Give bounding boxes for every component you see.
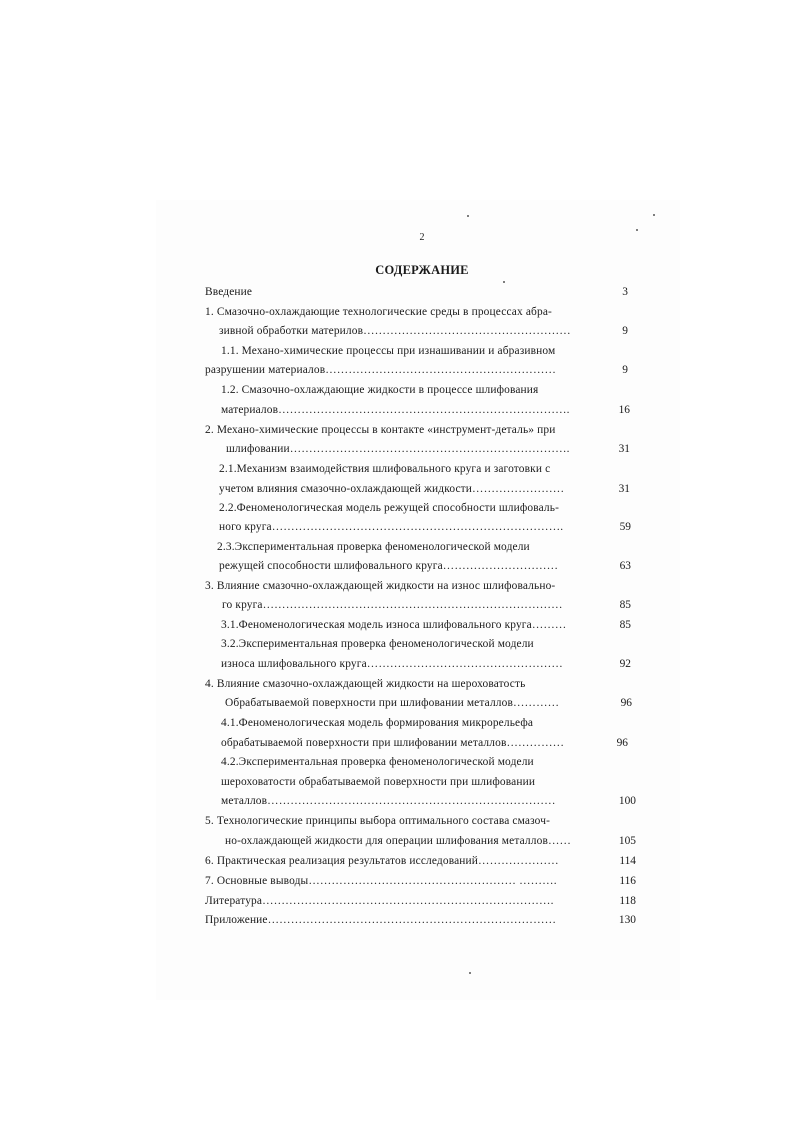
toc-entry-3-2-line1: 3.2.Экспериментальная проверка феноменологической модели [221, 638, 534, 650]
toc-entry-2-1-line1: 2.1.Механизм взаимодействия шлифовального круга и заготовки с [219, 463, 551, 475]
toc-entry-4-2-line1: 4.2.Экспериментальная проверка феноменологической модели [221, 756, 534, 768]
toc-entry-4-1-line2: обрабатываемой поверхности при шлифовании металлов…………… [221, 737, 565, 749]
toc-page-number: 31 [618, 483, 630, 495]
toc-entry-4-1-line1: 4.1.Феноменологическая модель формирования микрорельефа [221, 717, 534, 729]
toc-page-number: 9 [622, 325, 628, 337]
toc-page-number: 96 [620, 697, 632, 709]
toc-entry-1-2-line2: материалов…………………………………………………………………. [221, 404, 570, 416]
toc-entry-2-2-line1: 2.2.Феноменологическая модель режущей способности шлифоваль- [219, 502, 560, 514]
toc-entry-1-1-line2: разрушении материалов…………………………………………………… [205, 364, 557, 376]
toc-entry-3-1: 3.1.Феноменологическая модель износа шлифовального круга……… [221, 619, 567, 631]
toc-entry-2-2-line2: ного круга…………………………………………………………………. [219, 521, 564, 533]
toc-entry-1-2-line1: 1.2. Смазочно-охлаждающие жидкости в процессе шлифования [221, 384, 539, 396]
scan-speck [469, 972, 471, 974]
toc-entry-2-line2: шлифовании………………………………………………………………. [226, 443, 570, 455]
toc-entry-1-line2: зивной обработки материлов……………………………………………… [219, 325, 571, 337]
toc-entry-4-2-line2: шероховатости обрабатываемой поверхности при шлифовании [221, 776, 536, 788]
toc-entry-2-3-line1: 2.3.Экспериментальная проверка феноменологической модели [217, 541, 530, 553]
scan-speck [503, 281, 505, 283]
toc-entry-6: 6. Практическая реализация результатов исследований………………… [205, 855, 559, 867]
toc-entry-5-line2: но-охлаждающей жидкости для операции шлифования металлов…… [225, 835, 572, 847]
toc-page-number: 116 [619, 875, 636, 887]
toc-entry-2-3-line2: режущей способности шлифовального круга………………………… [219, 560, 559, 572]
toc-page-number: 85 [619, 619, 631, 631]
toc-entry-1-1-line1: 1.1. Механо-химические процессы при изнашивании и абразивном [221, 345, 556, 357]
toc-page-number: 92 [619, 658, 631, 670]
toc-page-number: 63 [619, 560, 631, 572]
toc-entry-1-line1: 1. Смазочно-охлаждающие технологические среды в процессах абра- [205, 306, 552, 318]
toc-entry-4-line2: Обрабатываемой поверхности при шлифовании металлов………… [225, 697, 560, 709]
toc-page-number: 59 [619, 521, 631, 533]
toc-entry-literature: Литература…………………………………………………………………. [205, 895, 554, 907]
toc-page-number: 96 [616, 737, 628, 749]
toc-entry-appendix: Приложение………………………………………………………………… [205, 914, 557, 926]
toc-page-number: 85 [619, 599, 631, 611]
toc-entry-4-2-line3: металлов………………………………………………………………… [221, 795, 556, 807]
toc-page-number: 130 [618, 914, 636, 926]
toc-heading: СОДЕРЖАНИЕ [375, 263, 469, 277]
toc-entry-3-line2: го круга…………………………………………………………………… [222, 599, 563, 611]
scan-speck [653, 214, 655, 216]
toc-entry-4-line1: 4. Влияние смазочно-охлаждающей жидкости на шероховатость [205, 678, 526, 690]
scan-speck [467, 215, 469, 217]
toc-entry-2-line1: 2. Механо-химические процессы в контакте «инструмент-деталь» при [205, 424, 556, 436]
toc-page-number: 100 [618, 795, 636, 807]
toc-page-number: 16 [618, 404, 630, 416]
toc-page-number: 3 [622, 286, 628, 298]
toc-page-number: 118 [619, 895, 636, 907]
page-number: 2 [419, 232, 425, 243]
toc-entry-7: 7. Основные выводы……………………………………………… ………. [205, 875, 557, 887]
toc-page-number: 114 [619, 855, 636, 867]
toc-page-number: 105 [618, 835, 636, 847]
toc-page-number: 31 [618, 443, 630, 455]
toc-entry-5-line1: 5. Технологические принципы выбора оптимального состава смазоч- [205, 815, 551, 827]
toc-entry-intro: Введение [205, 286, 253, 298]
toc-entry-2-1-line2: учетом влияния смазочно-охлаждающей жидкости…………………… [219, 483, 565, 495]
scan-speck [636, 229, 638, 231]
toc-entry-3-2-line2: износа шлифовального круга…………………………………………… [221, 658, 563, 670]
toc-entry-3-line1: 3. Влияние смазочно-охлаждающей жидкости на износ шлифовально- [205, 580, 556, 592]
toc-page-number: 9 [622, 364, 628, 376]
